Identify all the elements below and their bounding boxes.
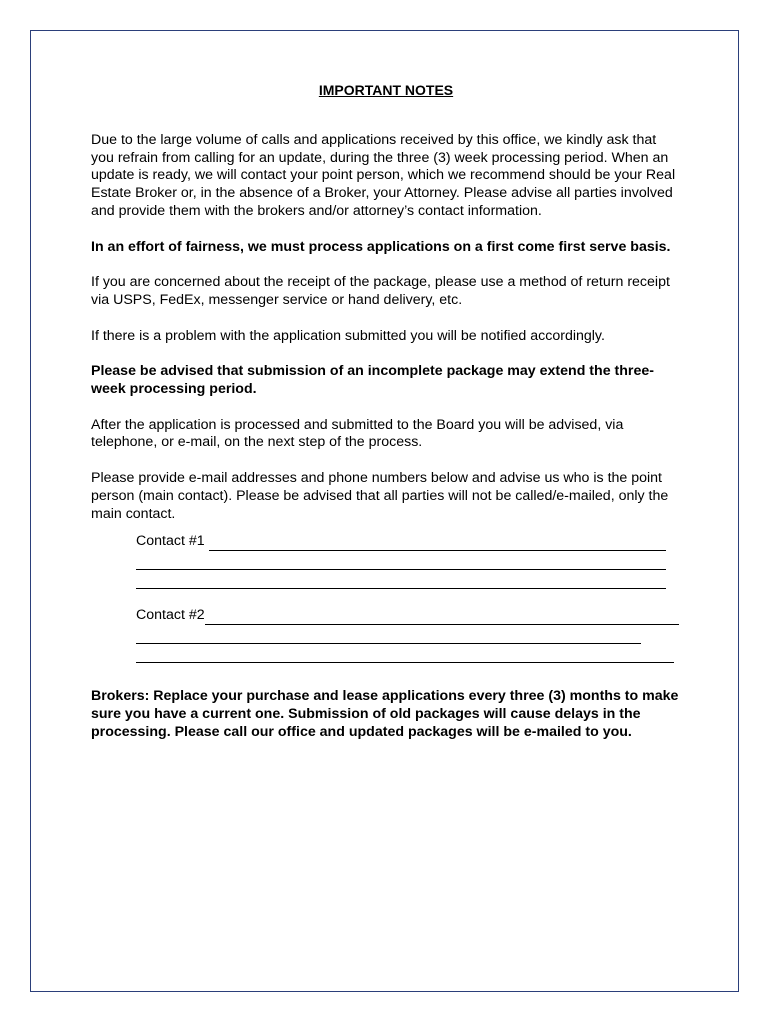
- paragraph-fairness: In an effort of fairness, we must process applications on a first come first serve basis.: [91, 238, 671, 255]
- contact-2-block: [136, 607, 679, 663]
- contact-2-field[interactable]: [205, 610, 679, 625]
- contact-1-block: [136, 533, 666, 589]
- contact-1-label: Contact #1: [136, 533, 205, 550]
- paragraph-receipt: If you are concerned about the receipt of the package, please use a method of return receipt via USPS, FedEx, messenger service or hand delivery, etc.: [91, 274, 670, 308]
- contact-2-field-line-3[interactable]: [136, 644, 674, 663]
- page-title: IMPORTANT NOTES: [318, 82, 454, 98]
- contact-1-field-line-3[interactable]: [136, 570, 666, 589]
- paragraph-calls-notice: Due to the large volume of calls and applications received by this office, we kindly ask that you refrain from calling for an update, during the three (3) week processing period. When an update is ready, we will contact your point person, which we recommend should be your Real Estate Broker or, in the absence of a Broker, your Attorney. Please advise all parties involved and provide them with the brokers and/or attorney’s contact information.: [91, 131, 676, 219]
- paragraph-contact-request: Please provide e-mail addresses and phone numbers below and advise us who is the point person (main contact). Please be advised that all parties will not be called/e-mailed, only the main contact.: [91, 469, 669, 522]
- contact-2-label: Contact #2: [136, 607, 205, 624]
- document-body: [91, 82, 681, 759]
- contact-2-field-line-2[interactable]: [136, 625, 641, 644]
- paragraph-problem: If there is a problem with the application submitted you will be notified accordingly.: [91, 327, 605, 344]
- brokers-note: Brokers: Replace your purchase and lease applications every three (3) months to make sure you have a current one. Submission of old packages will cause delays in the processing. Please call our office and updated packages will be e-mailed to you.: [91, 687, 679, 740]
- contact-1-field[interactable]: [209, 536, 666, 551]
- paragraph-after-processing: After the application is processed and submitted to the Board you will be advised, via telephone, or e-mail, on the next step of the process.: [91, 416, 624, 451]
- paragraph-incomplete-package: Please be advised that submission of an incomplete package may extend the three-week processing period.: [91, 363, 654, 397]
- contact-1-field-line-2[interactable]: [136, 551, 666, 570]
